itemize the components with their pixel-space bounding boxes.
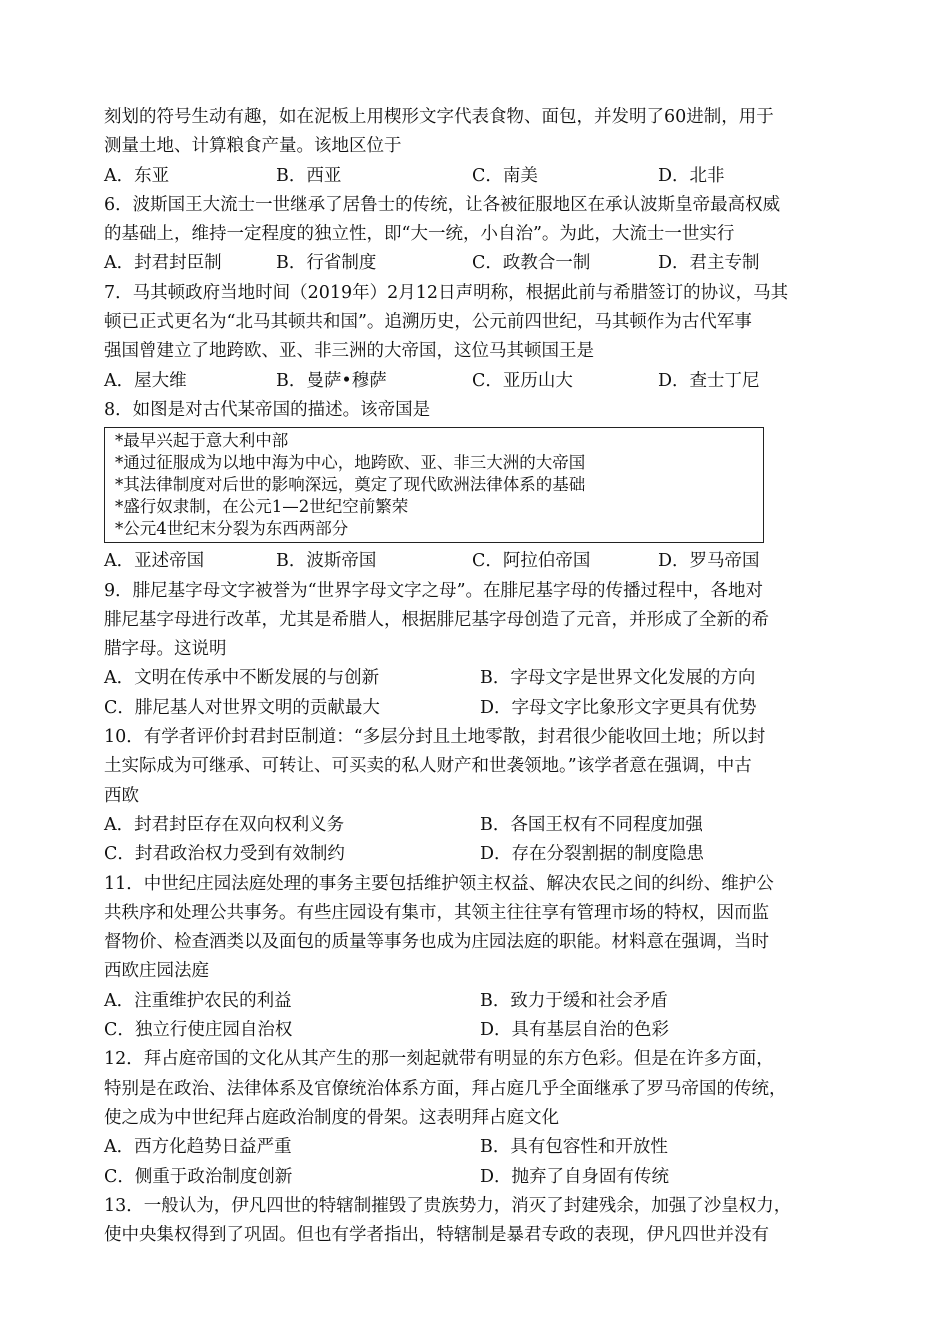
option-a: A．文明在传承中不断发展的与创新 [104,668,380,689]
question-line: 9．腓尼基字母文字被誉为“世界字母文字之母”。在腓尼基字母的传播过程中，各地对 [104,580,764,601]
option-b: B．各国王权有不同程度加强 [480,814,703,835]
option-b: B．行省制度 [276,253,377,274]
question-line: 的基础上，维持一定程度的独立性，即“大一统，小自治”。为此，大流士一世实行 [104,224,735,245]
question-line: 使之成为中世纪拜占庭政治制度的骨架。这表明拜占庭文化 [104,1107,559,1128]
question-11 [104,870,849,1046]
question-line: 测量土地、计算粮食产量。该地区位于 [104,136,402,157]
option-a: A．屋大维 [104,370,187,391]
option-c: C．腓尼基人对世界文明的贡献最大 [104,697,380,718]
box-line: *其法律制度对后世的影响深远，奠定了现代欧洲法律体系的基础 [115,475,586,495]
option-d: D．君主专制 [658,253,760,274]
option-d: D．罗马帝国 [658,551,760,572]
options-row [104,664,849,693]
option-c: C．侧重于政治制度创新 [104,1166,293,1187]
option-c: C．封君政治权力受到有效制约 [104,844,345,865]
option-a: A．亚述帝国 [104,551,205,572]
question-12 [104,1045,849,1191]
option-d: D．存在分裂割据的制度隐患 [480,844,705,865]
question-line: 腓尼基字母进行改革，尤其是希腊人，根据腓尼基字母创造了元音，并形成了全新的希 [104,609,769,630]
question-13 [104,1192,849,1251]
option-a: A．封君封臣存在双向权利义务 [104,814,345,835]
option-a: A．东亚 [104,165,170,186]
options-row [104,249,849,278]
option-b: B．字母文字是世界文化发展的方向 [480,668,756,689]
question-10 [104,723,849,869]
option-d: D．具有基层自治的色彩 [480,1020,670,1041]
question-line: 强国曾建立了地跨欧、亚、非三洲的大帝国，这位马其顿国王是 [104,341,594,362]
question-line: 11．中世纪庄园法庭处理的事务主要包括维护领主权益、解决农民之间的纠纷、维护公 [104,873,774,894]
box-line: *公元4世纪末分裂为东西两部分 [115,519,349,539]
option-c: C．阿拉伯帝国 [472,551,591,572]
options-row [104,162,849,191]
options-row [104,987,849,1016]
question-8 [104,396,849,577]
options-row [104,367,849,396]
option-c: C．南美 [472,165,538,186]
options-row [104,547,849,576]
question-line: 西欧庄园法庭 [104,961,209,982]
question-6 [104,191,849,279]
question-line: 刻划的符号生动有趣，如在泥板上用楔形文字代表食物、面包，并发明了60进制，用于 [104,107,774,127]
question-line: 13．一般认为，伊凡四世的特辖制摧毁了贵族势力，消灭了封建残余，加强了沙皇权力， [104,1195,792,1216]
exam-page [104,103,849,1250]
options-row [104,694,849,723]
option-b: B．致力于缓和社会矛盾 [480,990,668,1011]
option-d: D．北非 [658,165,725,186]
question-line: 顿已正式更名为“北马其顿共和国”。追溯历史，公元前四世纪，马其顿作为古代军事 [104,312,752,333]
option-a: A．西方化趋势日益严重 [104,1137,292,1158]
question-7 [104,279,849,396]
option-a: A．注重维护农民的利益 [104,990,292,1011]
option-c: C．亚历山大 [472,370,573,391]
question-line: 督物价、检查酒类以及面包的质量等事务也成为庄园法庭的职能。材料意在强调，当时 [104,932,769,953]
options-row [104,1016,849,1045]
box-line: *最早兴起于意大利中部 [115,431,289,451]
question-line: 共秩序和处理公共事务。有些庄园设有集市，其领主往往享有管理市场的特权，因而监 [104,902,769,923]
question-line: 特别是在政治、法律体系及官僚统治体系方面，拜占庭几乎全面继承了罗马帝国的传统， [104,1078,787,1099]
box-line: *通过征服成为以地中海为中心，地跨欧、亚、非三大洲的大帝国 [115,453,586,473]
question-line: 8．如图是对古代某帝国的描述。该帝国是 [104,399,431,420]
option-b: B．曼萨•穆萨 [276,370,387,391]
option-b: B．波斯帝国 [276,551,377,572]
options-row [104,1163,849,1192]
question-line: 6．波斯国王大流士一世继承了居鲁士的传统，让各被征服地区在承认波斯皇帝最高权威 [104,194,781,215]
question-line: 腊字母。这说明 [104,639,227,660]
option-c: C．独立行使庄园自治权 [104,1020,293,1041]
options-row [104,840,849,869]
option-c: C．政教合一制 [472,253,591,274]
question-line: 10．有学者评价封君封臣制道：“多层分封且土地零散，封君很少能收回土地；所以封 [104,727,766,748]
option-d: D．查士丁尼 [658,370,760,391]
options-row [104,811,849,840]
option-d: D．抛弃了自身固有传统 [480,1166,670,1187]
box-line: *盛行奴隶制，在公元1—2世纪空前繁荣 [115,497,409,517]
question-line: 土实际成为可继承、可转让、可买卖的私人财产和世袭领地。”该学者意在强调，中古 [104,756,752,777]
description-box [104,427,764,543]
question-9 [104,577,849,723]
question-line: 12．拜占庭帝国的文化从其产生的那一刻起就带有明显的东方色彩。但是在许多方面， [104,1049,774,1070]
question-line: 7．马其顿政府当地时间（2019年）2月12日声明称，根据此前与希腊签订的协议，马其 [104,282,789,303]
option-b: B．西亚 [276,165,342,186]
option-d: D．字母文字比象形文字更具有优势 [480,697,757,718]
option-a: A．封君封臣制 [104,253,222,274]
options-row [104,1133,849,1162]
option-b: B．具有包容性和开放性 [480,1137,668,1158]
question-line: 使中央集权得到了巩固。但也有学者指出，特辖制是暴君专政的表现，伊凡四世并没有 [104,1225,769,1246]
question-5 [104,103,849,191]
question-line: 西欧 [104,785,139,806]
